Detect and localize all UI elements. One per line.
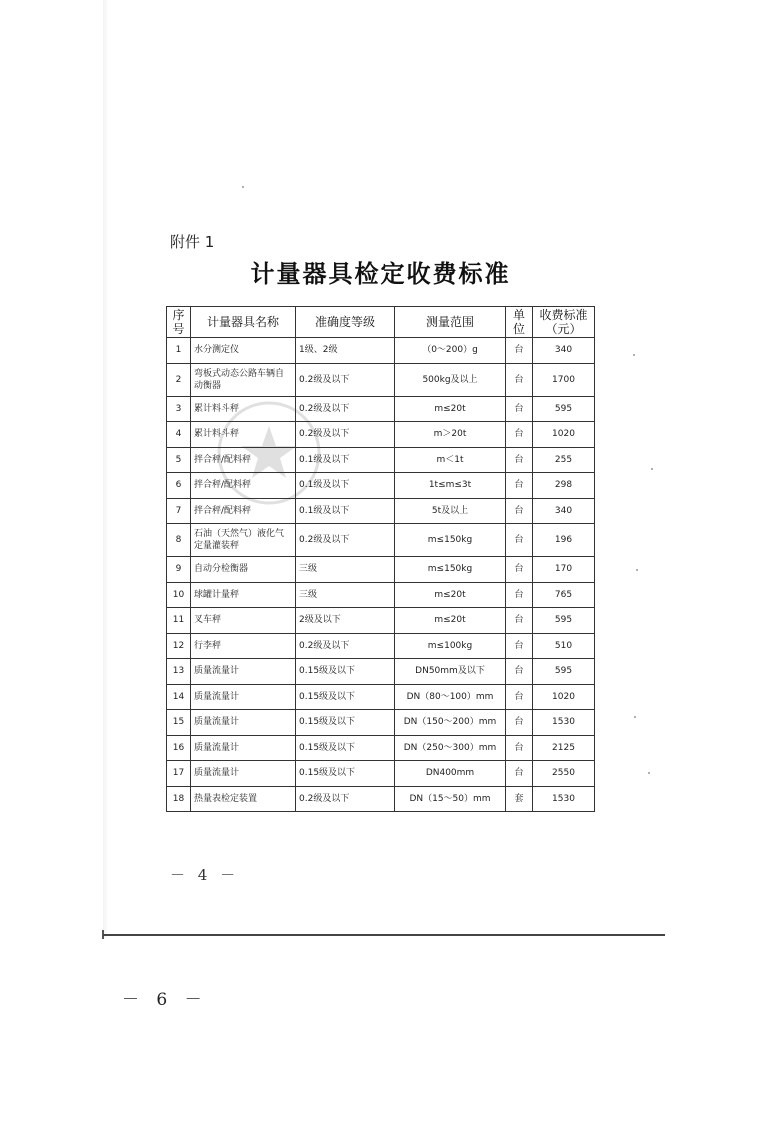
cell-no: 11: [167, 608, 191, 634]
cell-fee: 1530: [533, 710, 595, 736]
table-row: [167, 473, 595, 499]
cell-unit: 台: [506, 338, 533, 364]
cell-grade: 0.1级及以下: [296, 498, 395, 524]
cell-unit: 台: [506, 582, 533, 608]
cell-fee: 510: [533, 633, 595, 659]
cell-fee: 298: [533, 473, 595, 499]
cell-name: 累计料斗秤: [191, 396, 296, 422]
cell-unit: 台: [506, 684, 533, 710]
inner-page-number: － 4 －: [170, 866, 240, 884]
cell-range: DN（80～100）mm: [395, 684, 506, 710]
cell-range: m≤150kg: [395, 524, 506, 557]
cell-range: DN（15～50）mm: [395, 786, 506, 812]
cell-no: 8: [167, 524, 191, 557]
cell-no: 15: [167, 710, 191, 736]
cell-name: 叉车秤: [191, 608, 296, 634]
cell-range: 1t≤m≤3t: [395, 473, 506, 499]
scan-speck: [633, 354, 635, 356]
cell-no: 14: [167, 684, 191, 710]
cell-range: m＜1t: [395, 447, 506, 473]
cell-no: 10: [167, 582, 191, 608]
cell-unit: 套: [506, 786, 533, 812]
cell-range: 500kg及以上: [395, 363, 506, 396]
cell-unit: 台: [506, 447, 533, 473]
cell-no: 5: [167, 447, 191, 473]
cell-no: 1: [167, 338, 191, 364]
cell-fee: 2550: [533, 761, 595, 787]
scan-bottom-rule: [103, 934, 665, 936]
cell-range: m＞20t: [395, 422, 506, 448]
cell-fee: 340: [533, 338, 595, 364]
header-range: 测量范围: [395, 307, 506, 338]
table-row: [167, 633, 595, 659]
table-row: [167, 608, 595, 634]
cell-grade: 0.15级及以下: [296, 761, 395, 787]
cell-name: 拌合秤/配料秤: [191, 447, 296, 473]
cell-unit: 台: [506, 473, 533, 499]
cell-fee: 1530: [533, 786, 595, 812]
cell-fee: 1020: [533, 422, 595, 448]
table-row: [167, 786, 595, 812]
scan-edge-shadow: [103, 0, 107, 938]
table-header-row: [167, 307, 595, 338]
cell-range: DN400mm: [395, 761, 506, 787]
cell-grade: 0.2级及以下: [296, 786, 395, 812]
scan-speck: [651, 468, 653, 470]
cell-range: （0～200）g: [395, 338, 506, 364]
cell-name: 行李秤: [191, 633, 296, 659]
cell-no: 18: [167, 786, 191, 812]
cell-unit: 台: [506, 422, 533, 448]
cell-name: 热量表检定装置: [191, 786, 296, 812]
table-row: [167, 447, 595, 473]
cell-range: m≤20t: [395, 582, 506, 608]
cell-no: 9: [167, 557, 191, 583]
cell-grade: 0.2级及以下: [296, 422, 395, 448]
cell-grade: 0.2级及以下: [296, 633, 395, 659]
cell-grade: 0.15级及以下: [296, 659, 395, 685]
cell-unit: 台: [506, 557, 533, 583]
fee-standard-table: [166, 306, 595, 812]
cell-unit: 台: [506, 659, 533, 685]
cell-grade: 1级、2级: [296, 338, 395, 364]
cell-name: 拌合秤/配料秤: [191, 473, 296, 499]
header-name: 计量器具名称: [191, 307, 296, 338]
cell-range: DN（250～300）mm: [395, 735, 506, 761]
cell-unit: 台: [506, 735, 533, 761]
cell-name: 自动分检衡器: [191, 557, 296, 583]
cell-grade: 0.1级及以下: [296, 473, 395, 499]
cell-no: 7: [167, 498, 191, 524]
cell-range: DN（150～200）mm: [395, 710, 506, 736]
outer-page-number: － 6 －: [122, 990, 208, 1010]
cell-no: 16: [167, 735, 191, 761]
table-row: [167, 761, 595, 787]
cell-name: 质量流量计: [191, 659, 296, 685]
scan-speck: [648, 772, 650, 774]
cell-range: m≤100kg: [395, 633, 506, 659]
cell-unit: 台: [506, 498, 533, 524]
header-unit: 单位: [506, 307, 533, 338]
attachment-label: 附件 1: [170, 233, 215, 251]
cell-name: 质量流量计: [191, 684, 296, 710]
table-row: [167, 422, 595, 448]
cell-grade: 0.1级及以下: [296, 447, 395, 473]
cell-fee: 340: [533, 498, 595, 524]
cell-no: 3: [167, 396, 191, 422]
header-fee: 收费标准（元）: [533, 307, 595, 338]
cell-unit: 台: [506, 363, 533, 396]
cell-range: m≤20t: [395, 396, 506, 422]
cell-no: 17: [167, 761, 191, 787]
table-row: [167, 582, 595, 608]
cell-range: m≤20t: [395, 608, 506, 634]
cell-unit: 台: [506, 524, 533, 557]
cell-grade: 0.15级及以下: [296, 684, 395, 710]
cell-no: 13: [167, 659, 191, 685]
table-row: [167, 524, 595, 557]
header-grade: 准确度等级: [296, 307, 395, 338]
table-row: [167, 710, 595, 736]
cell-grade: 三级: [296, 557, 395, 583]
table-row: [167, 684, 595, 710]
table-row: [167, 363, 595, 396]
table-row: [167, 659, 595, 685]
cell-unit: 台: [506, 761, 533, 787]
cell-grade: 0.15级及以下: [296, 710, 395, 736]
cell-fee: 1700: [533, 363, 595, 396]
cell-fee: 1020: [533, 684, 595, 710]
cell-grade: 0.15级及以下: [296, 735, 395, 761]
cell-name: 质量流量计: [191, 710, 296, 736]
table-row: [167, 338, 595, 364]
cell-range: DN50mm及以下: [395, 659, 506, 685]
cell-name: 弯板式动态公路车辆自动衡器: [191, 363, 296, 396]
table-row: [167, 735, 595, 761]
page-title: 计量器具检定收费标准: [250, 259, 511, 288]
cell-name: 球罐计量秤: [191, 582, 296, 608]
table-row: [167, 396, 595, 422]
cell-unit: 台: [506, 608, 533, 634]
cell-range: m≤150kg: [395, 557, 506, 583]
cell-name: 石油（天然气）液化气定量灌装秤: [191, 524, 296, 557]
scan-speck: [634, 716, 636, 718]
header-no: 序号: [167, 307, 191, 338]
cell-no: 4: [167, 422, 191, 448]
scan-speck: [242, 186, 244, 188]
cell-fee: 595: [533, 659, 595, 685]
cell-fee: 170: [533, 557, 595, 583]
table-row: [167, 557, 595, 583]
cell-grade: 0.2级及以下: [296, 524, 395, 557]
cell-no: 12: [167, 633, 191, 659]
cell-name: 水分测定仪: [191, 338, 296, 364]
cell-unit: 台: [506, 633, 533, 659]
cell-no: 6: [167, 473, 191, 499]
cell-fee: 595: [533, 608, 595, 634]
table-row: [167, 498, 595, 524]
cell-grade: 2级及以下: [296, 608, 395, 634]
cell-grade: 0.2级及以下: [296, 396, 395, 422]
cell-name: 拌合秤/配料秤: [191, 498, 296, 524]
cell-fee: 255: [533, 447, 595, 473]
cell-range: 5t及以上: [395, 498, 506, 524]
cell-grade: 0.2级及以下: [296, 363, 395, 396]
cell-fee: 595: [533, 396, 595, 422]
cell-no: 2: [167, 363, 191, 396]
cell-unit: 台: [506, 710, 533, 736]
cell-unit: 台: [506, 396, 533, 422]
cell-name: 累计料斗秤: [191, 422, 296, 448]
cell-name: 质量流量计: [191, 735, 296, 761]
cell-fee: 2125: [533, 735, 595, 761]
cell-fee: 765: [533, 582, 595, 608]
cell-fee: 196: [533, 524, 595, 557]
scan-speck: [636, 569, 638, 571]
cell-name: 质量流量计: [191, 761, 296, 787]
cell-grade: 三级: [296, 582, 395, 608]
